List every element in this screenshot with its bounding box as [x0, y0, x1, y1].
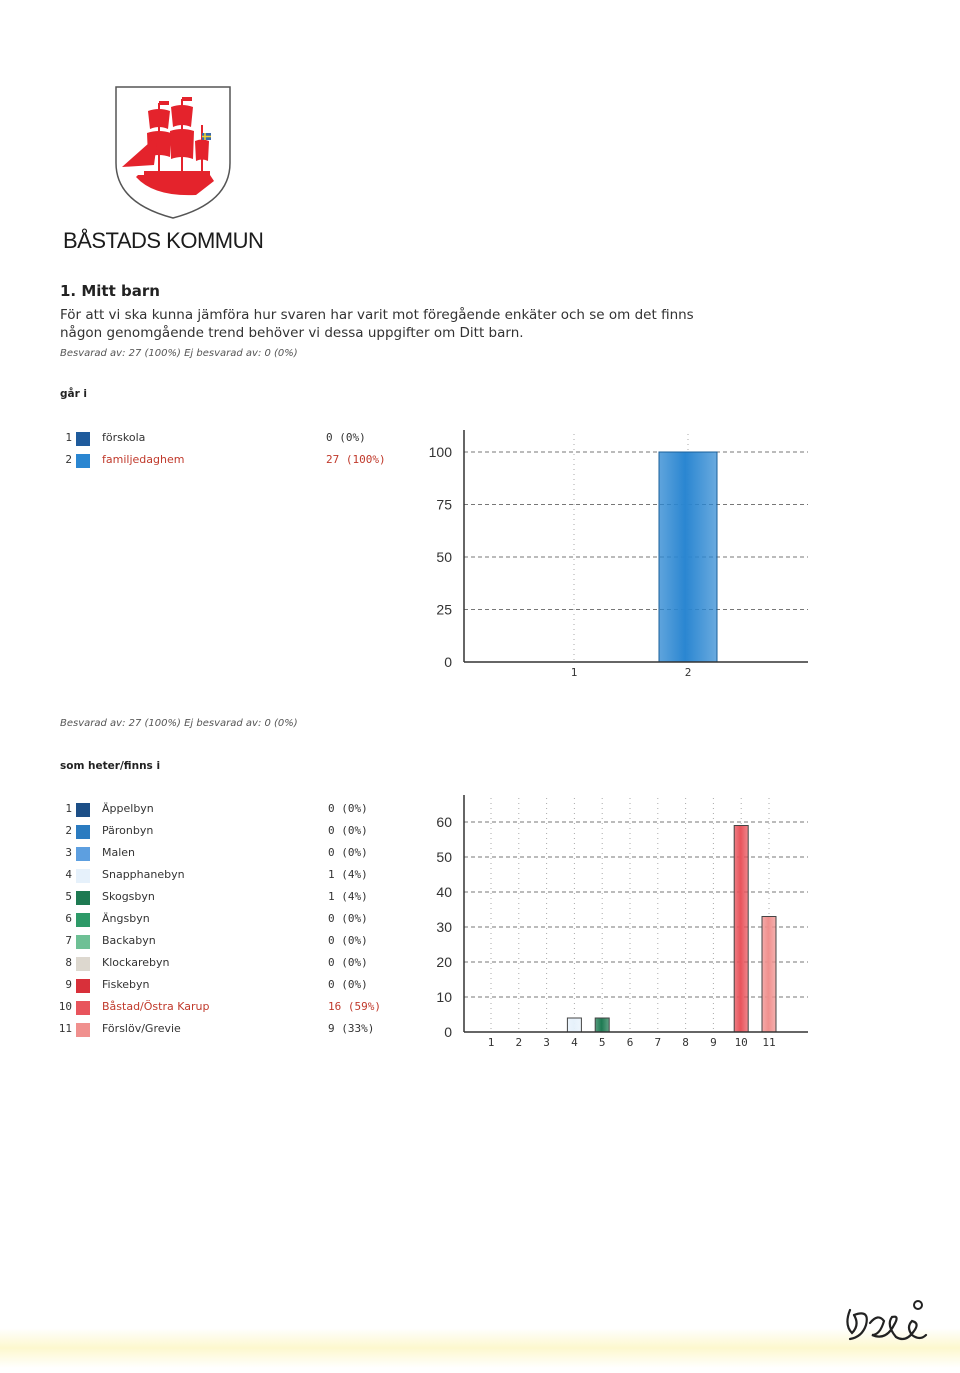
legend-count: 0 (0%)	[328, 802, 368, 815]
legend-label: Båstad/Östra Karup	[102, 1000, 210, 1013]
legend-number: 2	[65, 824, 72, 837]
y-tick-label: 25	[436, 601, 452, 618]
legend-count: 16 (59%)	[328, 1000, 381, 1013]
q2-legend-row	[58, 868, 398, 888]
q1-title: går i	[60, 388, 88, 400]
legend-swatch	[76, 803, 90, 817]
x-tick-label: 5	[598, 1036, 606, 1049]
org-name: BÅSTADS KOMMUN	[63, 228, 264, 253]
y-tick-label: 0	[444, 654, 452, 670]
legend-swatch	[76, 869, 90, 883]
legend-count: 0 (0%)	[328, 824, 368, 837]
legend-count: 0 (0%)	[328, 978, 368, 991]
legend-swatch	[76, 825, 90, 839]
legend-count: 0 (0%)	[328, 934, 368, 947]
q1-answered-summary: Besvarad av: 27 (100%) Ej besvarad av: 0 (0%)	[60, 348, 298, 359]
x-tick-label: 7	[654, 1036, 662, 1049]
q2-legend-row	[58, 890, 398, 910]
legend-count: 0 (0%)	[328, 912, 368, 925]
legend-label: familjedaghem	[102, 453, 185, 466]
q2-legend-row	[58, 846, 398, 866]
handwritten-signature	[840, 1295, 935, 1359]
x-tick-label: 1	[487, 1036, 495, 1049]
intro-line-1: För att vi ska kunna jämföra hur svaren har varit mot föregående enkäter och se om det finns	[60, 307, 694, 323]
legend-label: Klockarebyn	[102, 956, 170, 969]
q2-legend-row	[58, 934, 398, 954]
legend-number: 1	[65, 802, 72, 815]
x-tick-label: 6	[626, 1036, 634, 1049]
x-tick-label: 4	[571, 1036, 578, 1049]
y-tick-label: 100	[428, 444, 452, 460]
legend-swatch	[76, 1001, 90, 1015]
legend-number: 8	[65, 956, 72, 969]
legend-number: 4	[65, 868, 72, 881]
legend-count: 9 (33%)	[328, 1022, 375, 1035]
y-tick-label: 40	[436, 884, 452, 900]
legend-swatch	[76, 1023, 90, 1037]
legend-swatch	[76, 957, 90, 971]
q1-bar-chart	[410, 425, 810, 685]
legend-number: 3	[65, 846, 72, 859]
legend-label: Päronbyn	[102, 824, 154, 837]
legend-count: 0 (0%)	[326, 431, 366, 444]
bar-11	[762, 917, 776, 1033]
legend-number: 11	[58, 1022, 72, 1035]
y-tick-label: 60	[436, 814, 452, 830]
x-tick-label: 1	[570, 666, 578, 679]
q2-legend-row	[58, 978, 398, 998]
legend-label: Ängsbyn	[102, 912, 150, 925]
municipality-logo	[114, 85, 232, 224]
legend-count: 0 (0%)	[328, 956, 368, 969]
q2-title: som heter/finns i	[60, 760, 161, 772]
x-tick-label: 3	[543, 1036, 550, 1049]
legend-number: 6	[65, 912, 72, 925]
q2-legend-row	[58, 824, 398, 844]
legend-swatch	[76, 979, 90, 993]
bar-4	[567, 1018, 581, 1032]
q2-answered-summary: Besvarad av: 27 (100%) Ej besvarad av: 0 (0%)	[60, 718, 298, 729]
q2-legend-row	[58, 912, 398, 932]
legend-label: Fiskebyn	[102, 978, 150, 991]
section-title: 1. Mitt barn	[60, 282, 160, 300]
legend-count: 27 (100%)	[326, 453, 386, 466]
x-tick-label: 8	[682, 1036, 689, 1049]
intro-line-2: någon genomgående trend behöver vi dessa uppgifter om Ditt barn.	[60, 325, 524, 341]
x-tick-label: 11	[762, 1036, 776, 1049]
legend-swatch	[76, 847, 90, 861]
legend-number: 7	[65, 934, 72, 947]
legend-swatch	[76, 432, 90, 446]
y-tick-label: 10	[436, 989, 452, 1005]
legend-number: 1	[65, 431, 72, 444]
legend-swatch	[76, 454, 90, 468]
legend-label: Malen	[102, 846, 136, 859]
q2-legend-row	[58, 1022, 398, 1042]
q2-bar-chart	[410, 795, 810, 1055]
legend-swatch	[76, 913, 90, 927]
bar-10	[734, 826, 748, 1033]
legend-label: Förslöv/Grevie	[102, 1022, 181, 1035]
legend-count: 1 (4%)	[328, 868, 368, 881]
legend-number: 2	[65, 453, 72, 466]
x-tick-label: 2	[515, 1036, 523, 1049]
q1-legend-row	[58, 431, 398, 451]
x-tick-label: 10	[734, 1036, 748, 1049]
legend-label: Backabyn	[102, 934, 156, 947]
y-tick-label: 0	[444, 1024, 452, 1040]
y-tick-label: 30	[436, 919, 452, 935]
bar-5	[595, 1018, 609, 1032]
section-intro	[60, 306, 800, 342]
y-tick-label: 75	[436, 496, 452, 513]
legend-count: 0 (0%)	[328, 846, 368, 859]
x-tick-label: 9	[710, 1036, 717, 1049]
legend-label: förskola	[102, 431, 146, 444]
y-tick-label: 50	[436, 849, 452, 865]
y-tick-label: 20	[436, 954, 452, 970]
legend-number: 9	[65, 978, 72, 991]
y-tick-label: 50	[436, 549, 452, 565]
q2-legend-row	[58, 956, 398, 976]
bar-2	[659, 452, 717, 662]
q2-legend-row	[58, 802, 398, 822]
q2-legend-row	[58, 1000, 398, 1020]
legend-swatch	[76, 935, 90, 949]
legend-swatch	[76, 891, 90, 905]
scan-strip	[0, 1328, 960, 1368]
q1-legend-row	[58, 453, 398, 473]
legend-label: Äppelbyn	[102, 802, 154, 815]
legend-count: 1 (4%)	[328, 890, 368, 903]
x-tick-label: 2	[684, 666, 692, 679]
legend-number: 10	[58, 1000, 72, 1013]
legend-label: Skogsbyn	[102, 890, 155, 903]
legend-number: 5	[65, 890, 72, 903]
legend-label: Snapphanebyn	[102, 868, 185, 881]
